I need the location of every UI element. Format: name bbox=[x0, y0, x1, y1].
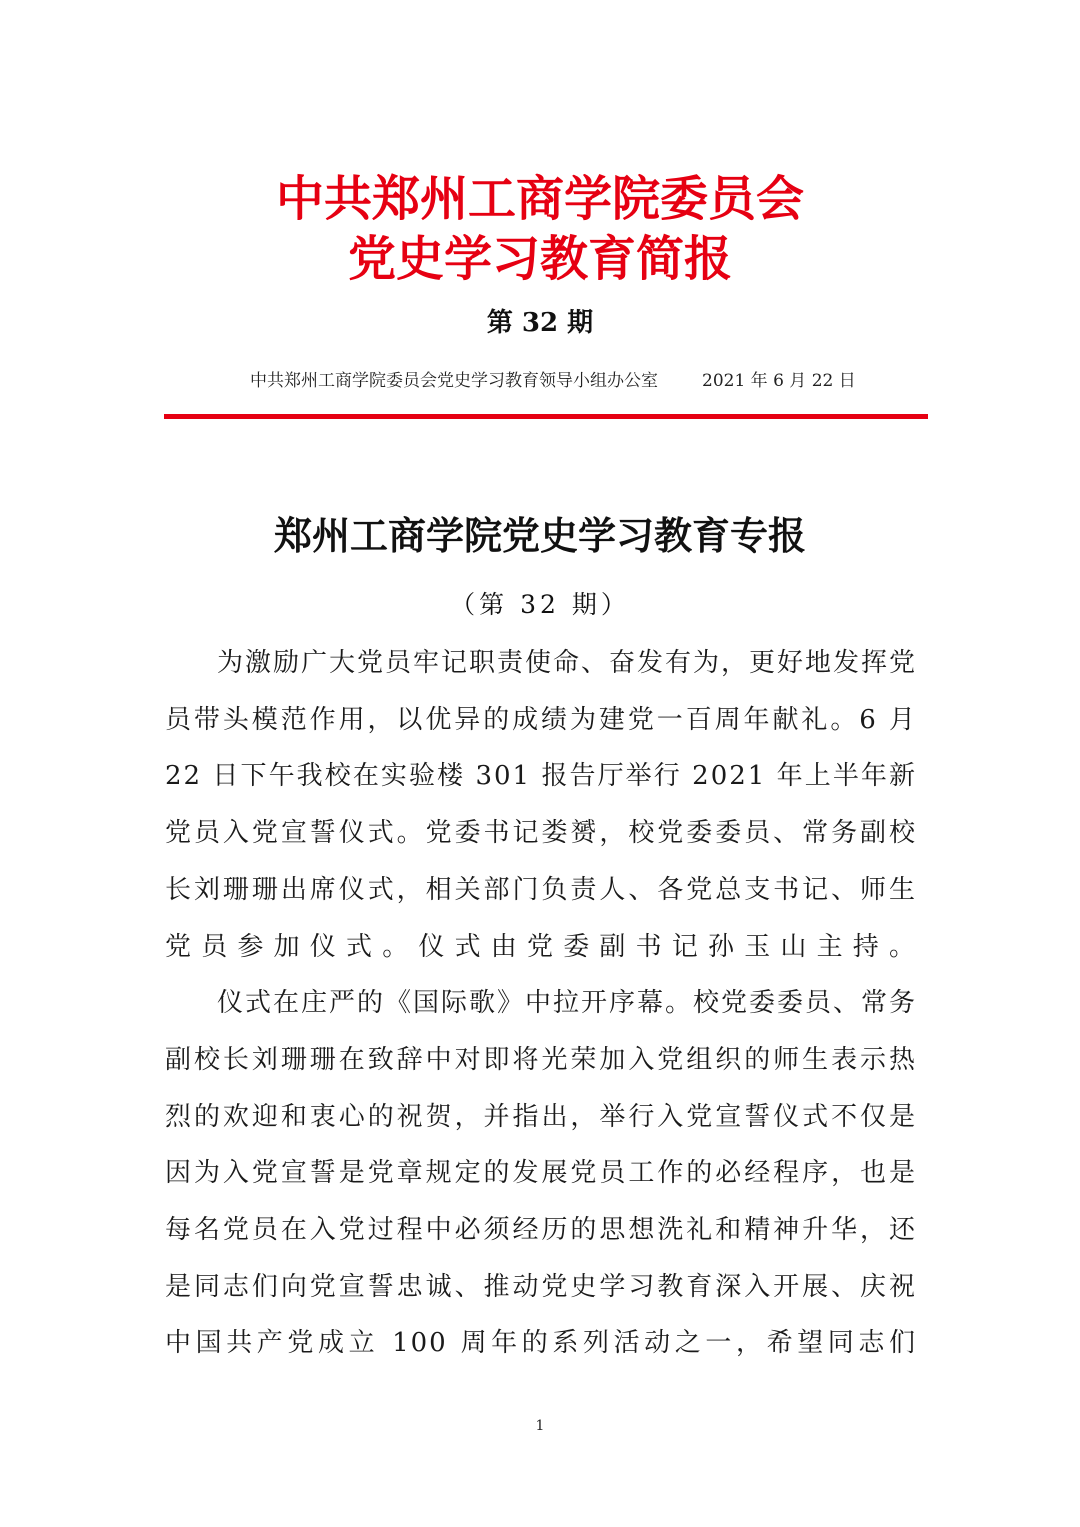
red-divider bbox=[164, 414, 928, 419]
paragraph-1: 为激励广大党员牢记职责使命、奋发有为，更好地发挥党员带头模范作用，以优异的成绩为建党一百周年献礼。6 月 22 日下午我校在实验楼 301 报告厅举行 2021 年上半年新党员入党宣誓仪式。党委书记娄赟，校党委委员、常务副校长刘珊珊出席仪式，相关部门负责人、各党总支书记、师生党员参加仪式。仪式由党委副书记孙玉山主持。 bbox=[165, 648, 918, 962]
issuer-row bbox=[250, 366, 856, 391]
masthead-line-2: 党史学习教育简报 bbox=[347, 231, 732, 287]
article-subtitle: （第 32 期） bbox=[450, 590, 630, 619]
paragraph-2: 仪式在庄严的《国际歌》中拉开序幕。校党委委员、常务副校长刘珊珊在致辞中对即将光荣加入党组织的师生表示热烈的欢迎和衷心的祝贺，并指出，举行入党宣誓仪式不仅是因为入党宣誓是党章规定的发展党员工作的必经程序，也是每名党员在入党过程中必须经历的思想洗礼和精神升华，还是同志们向党宣誓忠诚、推动党史学习教育深入开展、庆祝中国共产党成立 100 周年的系列活动之一，希望同志们 bbox=[165, 988, 918, 1359]
issue-date: 2021 年 6 月 22 日 bbox=[702, 371, 856, 391]
issue-number: 第 32 期 bbox=[486, 308, 594, 338]
page-number: 1 bbox=[535, 1418, 545, 1434]
issuer-name: 中共郑州工商学院委员会党史学习教育领导小组办公室 bbox=[250, 371, 658, 391]
masthead-line-1: 中共郑州工商学院委员会 bbox=[275, 171, 804, 227]
article-title: 郑州工商学院党史学习教育专报 bbox=[273, 513, 806, 558]
article-body bbox=[165, 635, 917, 1372]
